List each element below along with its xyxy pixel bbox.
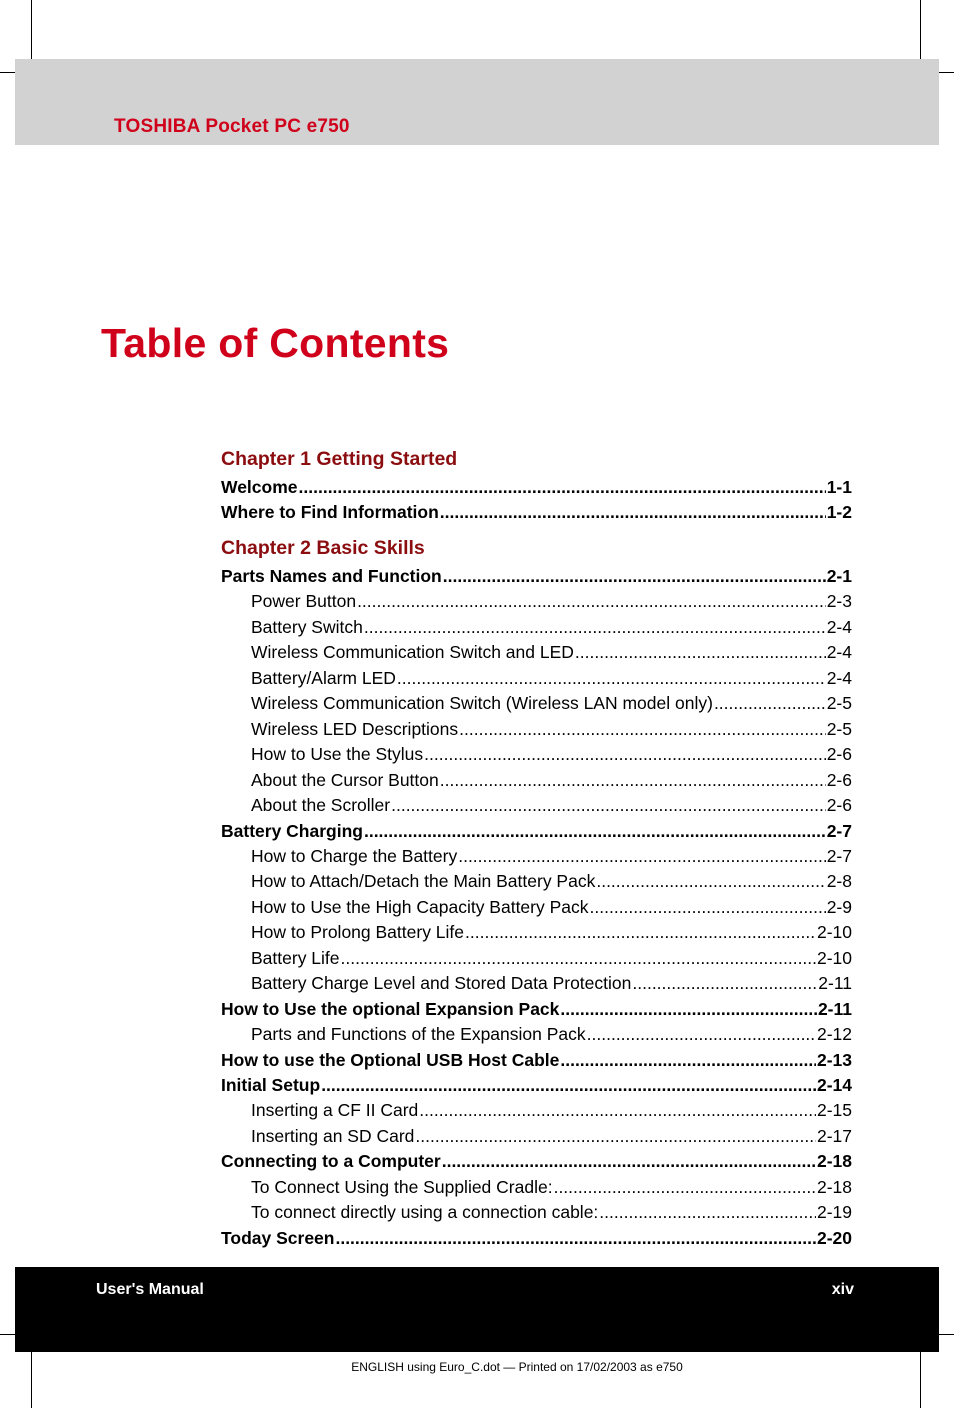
toc-dot-leader — [459, 718, 826, 740]
toc-entry[interactable] — [251, 972, 852, 994]
toc-entry-page: 2-11 — [817, 998, 852, 1019]
toc-entry-page: 2-20 — [816, 1227, 852, 1248]
toc-entry-page: 2-5 — [826, 693, 852, 714]
toc-entry-page: 2-17 — [816, 1125, 852, 1146]
toc-entry-page: 2-6 — [826, 744, 852, 765]
toc-entry-page: 2-18 — [816, 1176, 852, 1197]
toc-dot-leader — [419, 1099, 816, 1121]
toc-entry-page: 2-4 — [826, 616, 852, 637]
toc-dot-leader — [364, 820, 826, 842]
toc-entry-page: 2-12 — [816, 1024, 852, 1045]
toc-entry-page: 2-18 — [816, 1151, 852, 1172]
toc-entry[interactable] — [251, 1201, 852, 1223]
toc-entry-page: 2-3 — [826, 591, 852, 612]
toc-entry[interactable] — [251, 641, 852, 663]
toc-dot-leader — [714, 692, 826, 714]
toc-dot-leader — [596, 870, 825, 892]
header-title: TOSHIBA Pocket PC e750 — [114, 116, 350, 137]
toc-entry[interactable] — [251, 794, 852, 816]
toc-entry[interactable] — [221, 565, 852, 587]
toc-entry-page: 2-4 — [826, 642, 852, 663]
crop-mark — [31, 0, 32, 59]
toc-entry-page: 2-13 — [816, 1049, 852, 1070]
chapter-heading: Chapter 2 Basic Skills — [221, 537, 425, 559]
toc-dot-leader — [424, 743, 826, 765]
toc-dot-leader — [440, 769, 826, 791]
toc-dot-leader — [599, 1201, 816, 1223]
toc-entry-page: 2-15 — [816, 1100, 852, 1121]
toc-entry[interactable] — [221, 820, 852, 842]
toc-entry[interactable] — [251, 718, 852, 740]
toc-entry[interactable] — [221, 998, 852, 1020]
print-info: ENGLISH using Euro_C.dot — Printed on 17/02/2003 as e750 — [351, 1360, 683, 1374]
toc-entry[interactable] — [221, 1150, 852, 1172]
toc-entry-title: Battery Charge Level and Stored Data Protection — [251, 973, 632, 994]
toc-entry[interactable] — [251, 590, 852, 612]
toc-entry[interactable] — [221, 501, 852, 523]
toc-dot-leader — [560, 998, 817, 1020]
toc-entry[interactable] — [251, 1099, 852, 1121]
toc-dot-leader — [575, 641, 826, 663]
toc-entry-title: How to Prolong Battery Life — [251, 922, 465, 943]
toc-entry-title: Battery Charging — [221, 820, 363, 841]
toc-entry[interactable] — [251, 1125, 852, 1147]
toc-entry[interactable] — [251, 692, 852, 714]
toc-dot-leader — [440, 501, 826, 523]
toc-entry-page: 2-6 — [826, 795, 852, 816]
toc-dot-leader — [458, 845, 825, 867]
toc-entry-title: Wireless LED Descriptions — [251, 718, 459, 739]
crop-mark — [939, 1334, 954, 1335]
toc-dot-leader — [590, 896, 826, 918]
toc-entry[interactable] — [221, 1074, 852, 1096]
toc-entry-title: Today Screen — [221, 1227, 335, 1248]
footer-page-number: xiv — [831, 1281, 854, 1298]
toc-entry-page: 2-10 — [816, 947, 852, 968]
toc-entry[interactable] — [251, 1023, 852, 1045]
toc-entry-title: How to Use the Stylus — [251, 744, 424, 765]
toc-entry[interactable] — [221, 476, 852, 498]
toc-entry-page: 2-10 — [816, 922, 852, 943]
toc-entry[interactable] — [251, 769, 852, 791]
toc-entry-page: 1-2 — [826, 502, 852, 523]
toc-dot-leader — [465, 921, 816, 943]
toc-dot-leader — [442, 1150, 816, 1172]
toc-entry-title: Inserting an SD Card — [251, 1125, 415, 1146]
toc-dot-leader — [554, 1176, 816, 1198]
crop-mark — [939, 72, 954, 73]
toc-entry[interactable] — [251, 870, 852, 892]
toc-entry-title: Parts and Functions of the Expansion Pack — [251, 1024, 586, 1045]
toc-dot-leader — [443, 565, 826, 587]
toc-entry-title: About the Cursor Button — [251, 769, 439, 790]
toc-entry-title: Power Button — [251, 591, 357, 612]
toc-entry-title: Initial Setup — [221, 1075, 321, 1095]
toc-dot-leader — [632, 972, 817, 994]
toc-entry[interactable] — [251, 743, 852, 765]
toc-entry-title: Where to Find Information — [221, 502, 439, 523]
toc-entry-page: 2-6 — [826, 769, 852, 790]
toc-entry-title: Battery Switch — [251, 616, 363, 637]
toc-entry-title: About the Scroller — [251, 795, 391, 816]
toc-entry-title: Wireless Communication Switch (Wireless LAN model only) — [251, 693, 713, 714]
toc-entry-page: 2-4 — [826, 667, 852, 688]
toc-entry-page: 2-7 — [826, 845, 852, 866]
toc-dot-leader — [397, 667, 826, 689]
toc-entry-page: 2-14 — [816, 1075, 852, 1095]
chapter-heading: Chapter 1 Getting Started — [221, 448, 458, 470]
toc-entry-page: 2-9 — [826, 896, 852, 917]
toc-dot-leader — [341, 947, 816, 969]
toc-entry-page: 1-1 — [826, 477, 852, 497]
toc-entry-page: 2-5 — [826, 718, 852, 739]
toc-dot-leader — [415, 1125, 816, 1147]
footer-manual-label: User's Manual — [96, 1281, 204, 1298]
toc-dot-leader — [364, 616, 826, 638]
crop-mark — [0, 1334, 15, 1335]
toc-entry[interactable] — [251, 616, 852, 638]
toc-entry[interactable] — [221, 1049, 852, 1071]
toc-entry-page: 2-7 — [826, 820, 852, 841]
toc-entry-title: How to Charge the Battery — [251, 845, 458, 866]
toc-dot-leader — [587, 1023, 816, 1045]
crop-mark — [0, 72, 15, 73]
toc-entry-title: How to Attach/Detach the Main Battery Pack — [251, 871, 596, 892]
toc-dot-leader — [299, 476, 826, 498]
toc-entry-title: To connect directly using a connection cable: — [251, 1202, 599, 1223]
toc-entry-title: Wireless Communication Switch and LED — [251, 642, 574, 663]
crop-mark — [920, 0, 921, 59]
page-title: Table of Contents — [101, 320, 450, 366]
toc-entry[interactable] — [251, 667, 852, 689]
toc-entry-page: 2-19 — [816, 1202, 852, 1223]
toc-dot-leader — [357, 590, 826, 612]
toc-entry-title: How to Use the optional Expansion Pack — [221, 998, 560, 1019]
toc-entry-title: How to use the Optional USB Host Cable — [221, 1049, 560, 1070]
toc-dot-leader — [560, 1049, 816, 1071]
toc-entry-page: 2-11 — [818, 973, 852, 994]
toc-dot-leader — [391, 794, 826, 816]
footer-band — [15, 1267, 939, 1352]
toc-entry-page: 2-8 — [826, 871, 852, 892]
toc-entry-title: Welcome — [221, 477, 298, 497]
toc-entry-page: 2-1 — [826, 566, 852, 586]
toc-entry[interactable] — [251, 896, 852, 918]
toc-entry[interactable] — [251, 947, 852, 969]
toc-entry[interactable] — [251, 1176, 852, 1198]
toc-entry-title: How to Use the High Capacity Battery Pack — [251, 896, 589, 917]
toc-entry-title: Parts Names and Function — [221, 566, 442, 586]
toc-entry[interactable] — [251, 845, 852, 867]
toc-entry-title: To Connect Using the Supplied Cradle: — [251, 1176, 553, 1197]
toc-entry-title: Battery Life — [251, 947, 340, 968]
toc-entry[interactable] — [251, 921, 852, 943]
toc-dot-leader — [321, 1074, 816, 1096]
toc-entry-title: Battery/Alarm LED — [251, 667, 396, 688]
toc-entry-title: Inserting a CF II Card — [251, 1100, 419, 1121]
toc-entry-title: Connecting to a Computer — [221, 1151, 441, 1172]
toc-dot-leader — [335, 1227, 816, 1249]
toc-entry[interactable] — [221, 1227, 852, 1249]
